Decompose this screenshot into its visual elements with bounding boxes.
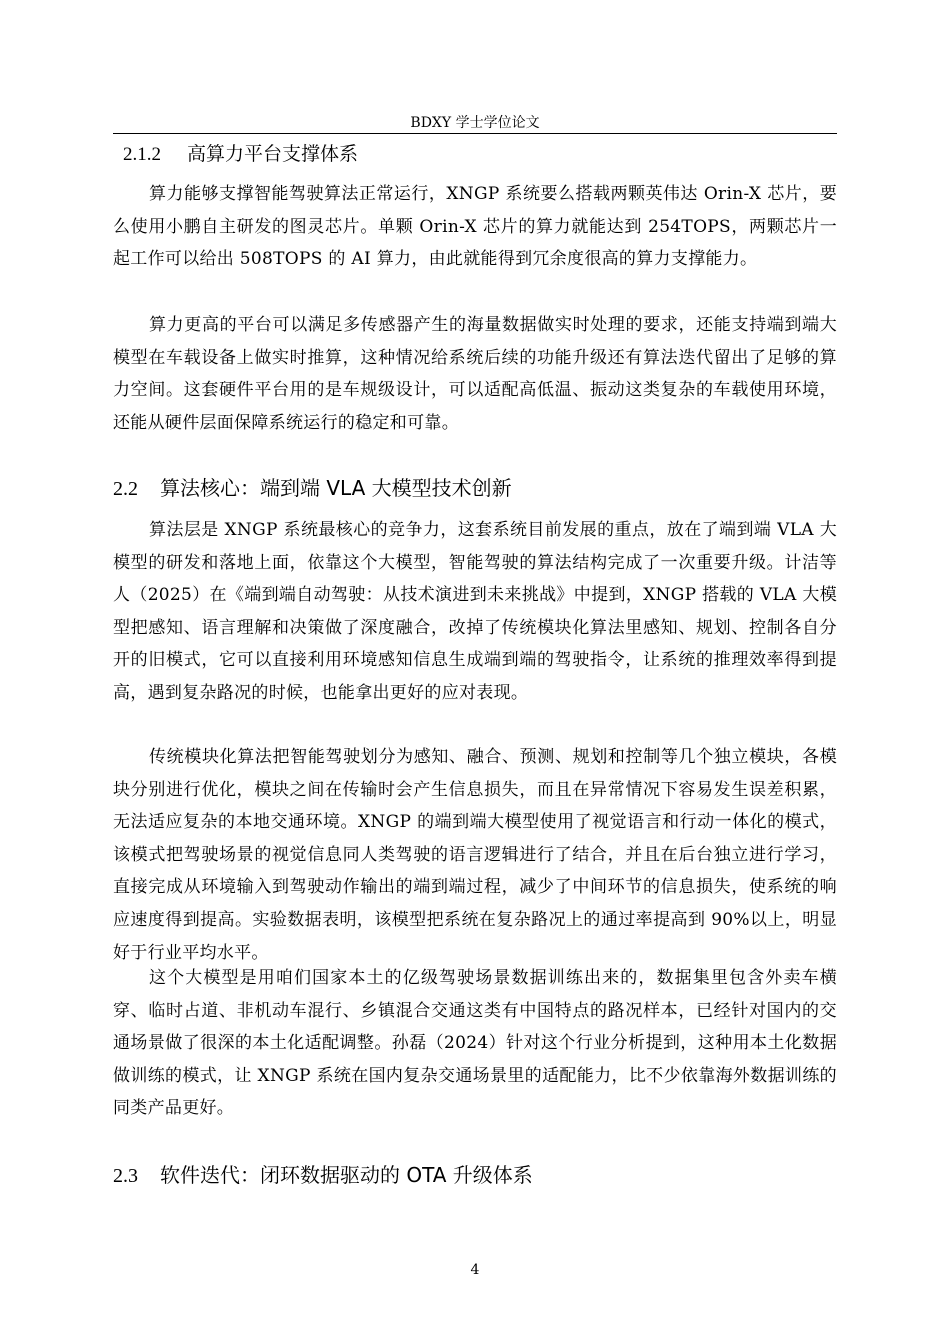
paragraph-4: 传统模块化算法把智能驾驶划分为感知、融合、预测、规划和控制等几个独立模块，各模块分别进行优化，模块之间在传输时会产生信息损失，而且在异常情况下容易发生误差积累，无法适应复杂的本地交通环境。XNGP 的端到端大模型使用了视觉语言和行动一体化的模式，该模式把驾驶场景的视觉信息同人类驾驶的语言逻辑进行了结合，并且在后台独立进行学习，直接完成从环境输入到驾驶动作输出的端到端过程，减少了中间环节的信息损失，使系统的响应速度得到提高。实验数据表明，该模型把系统在复杂路况上的通过率提高到 90%以上，明显好于行业平均水平。 — [113, 747, 837, 963]
section-title: 高算力平台支撑体系 — [187, 143, 359, 165]
section-heading-2-1-2 — [113, 142, 837, 167]
header-rule — [113, 133, 837, 134]
section-heading-2-2 — [113, 475, 837, 502]
section-title: 算法核心：端到端 VLA 大模型技术创新 — [160, 476, 512, 500]
page-number: 4 — [470, 1262, 480, 1278]
paragraph-2: 算力更高的平台可以满足多传感器产生的海量数据做实时处理的要求，还能支持端到端大模型在车载设备上做实时推算，这种情况给系统后续的功能升级还有算法迭代留出了足够的算力空间。这套硬件平台用的是车规级设计，可以适配高低温、振动这类复杂的车载使用环境，还能从硬件层面保障系统运行的稳定和可靠。 — [113, 315, 837, 433]
section-number: 2.1.2 — [123, 144, 161, 165]
section-number: 2.2 — [113, 478, 138, 500]
paragraph-1: 算力能够支撑智能驾驶算法正常运行，XNGP 系统要么搭载两颗英伟达 Orin-X 芯片，要么使用小鹏自主研发的图灵芯片。单颗 Orin-X 芯片的算力就能达到 254TOPS，两颗芯片一起工作可以给出 508TOPS 的 AI 算力，由此就能得到冗余度很高的算力支撑能力。 — [113, 184, 837, 270]
paragraph-3: 算法层是 XNGP 系统最核心的竞争力，这套系统目前发展的重点，放在了端到端 VLA 大模型的研发和落地上面，依靠这个大模型，智能驾驶的算法结构完成了一次重要升级。计洁等人（2025）在《端到端自动驾驶：从技术演进到未来挑战》中提到，XNGP 搭载的 VLA 大模型把感知、语言理解和决策做了深度融合，改掉了传统模块化算法里感知、规划、控制各自分开的旧模式，它可以直接利用环境感知信息生成端到端的驾驶指令，让系统的推理效率得到提高，遇到复杂路况的时候，也能拿出更好的应对表现。 — [113, 520, 837, 703]
paragraph-5: 这个大模型是用咱们国家本土的亿级驾驶场景数据训练出来的，数据集里包含外卖车横穿、临时占道、非机动车混行、乡镇混合交通这类有中国特点的路况样本，已经针对国内的交通场景做了很深的本土化适配调整。孙磊（2024）针对这个行业分析提到，这种用本土化数据做训练的模式，让 XNGP 系统在国内复杂交通场景里的适配能力，比不少依靠海外数据训练的同类产品更好。 — [113, 968, 837, 1119]
section-title: 软件迭代：闭环数据驱动的 OTA 升级体系 — [160, 1163, 533, 1187]
section-number: 2.3 — [113, 1165, 138, 1187]
section-heading-2-3 — [113, 1162, 837, 1189]
running-header: BDXY 学士学位论文 — [410, 115, 540, 131]
